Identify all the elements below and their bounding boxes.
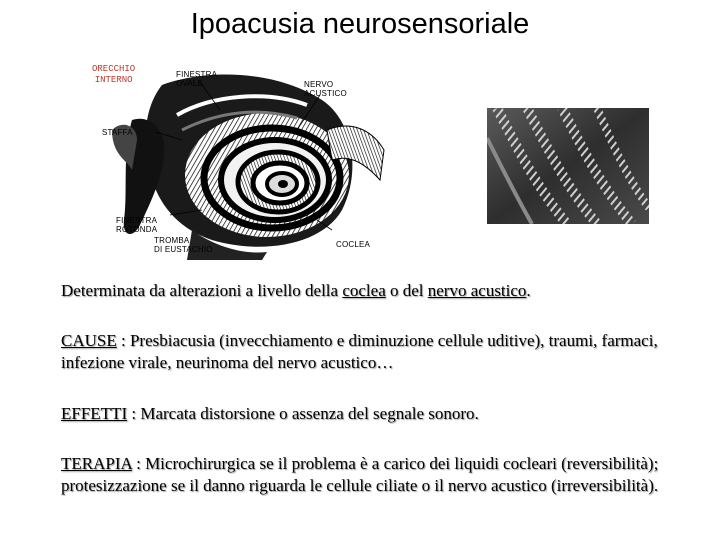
staffa-label: STAFFA (102, 128, 133, 137)
nervo-acustico-link[interactable]: nervo acustico (427, 281, 527, 300)
cause-label: CAUSE (61, 331, 117, 350)
intro-text-a: Determinata da alterazioni a livello della (61, 281, 343, 300)
terapia-paragraph (61, 453, 701, 497)
inner-ear-label: ORECCHIO INTERNO (92, 64, 136, 85)
cause-paragraph (61, 330, 701, 374)
coclea-link[interactable]: coclea (342, 281, 386, 300)
effetti-text: : Marcata distorsione o assenza del segnale sonoro. (127, 404, 479, 423)
finestra-rotonda-label: FINESTRA ROTONDA (116, 216, 158, 234)
finestra-ovale-label: FINESTRA OVALE (176, 70, 218, 88)
effetti-paragraph (61, 403, 701, 425)
slide-title: Ipoacusia neurosensoriale (190, 8, 530, 40)
effetti-label: EFFETTI (61, 404, 128, 423)
nervo-acustico-label: NERVO ACUSTICO (304, 80, 347, 98)
micrograph-image (487, 108, 649, 224)
inner-ear-illustration (92, 60, 392, 260)
cause-text: : Presbiacusia (invecchiamento e diminuzione cellule uditive), traumi, farmaci, infezione virale, neurinoma del nervo acustico… (61, 331, 658, 372)
tromba-eustachio-label: TROMBA DI EUSTACHIO (154, 236, 213, 254)
coclea-label: COCLEA (336, 240, 371, 249)
intro-text-b: o del (385, 281, 428, 300)
hair-cells-micrograph (487, 108, 649, 224)
intro-paragraph (61, 280, 701, 302)
terapia-text: : Microchirurgica se il problema è a carico dei liquidi cocleari (reversibilità); protesizzazione se il danno riguarda le cellule ciliate o il nervo acustico (irreversibilità). (61, 454, 659, 495)
terapia-label: TERAPIA (61, 454, 132, 473)
intro-text-c: . (526, 281, 531, 300)
